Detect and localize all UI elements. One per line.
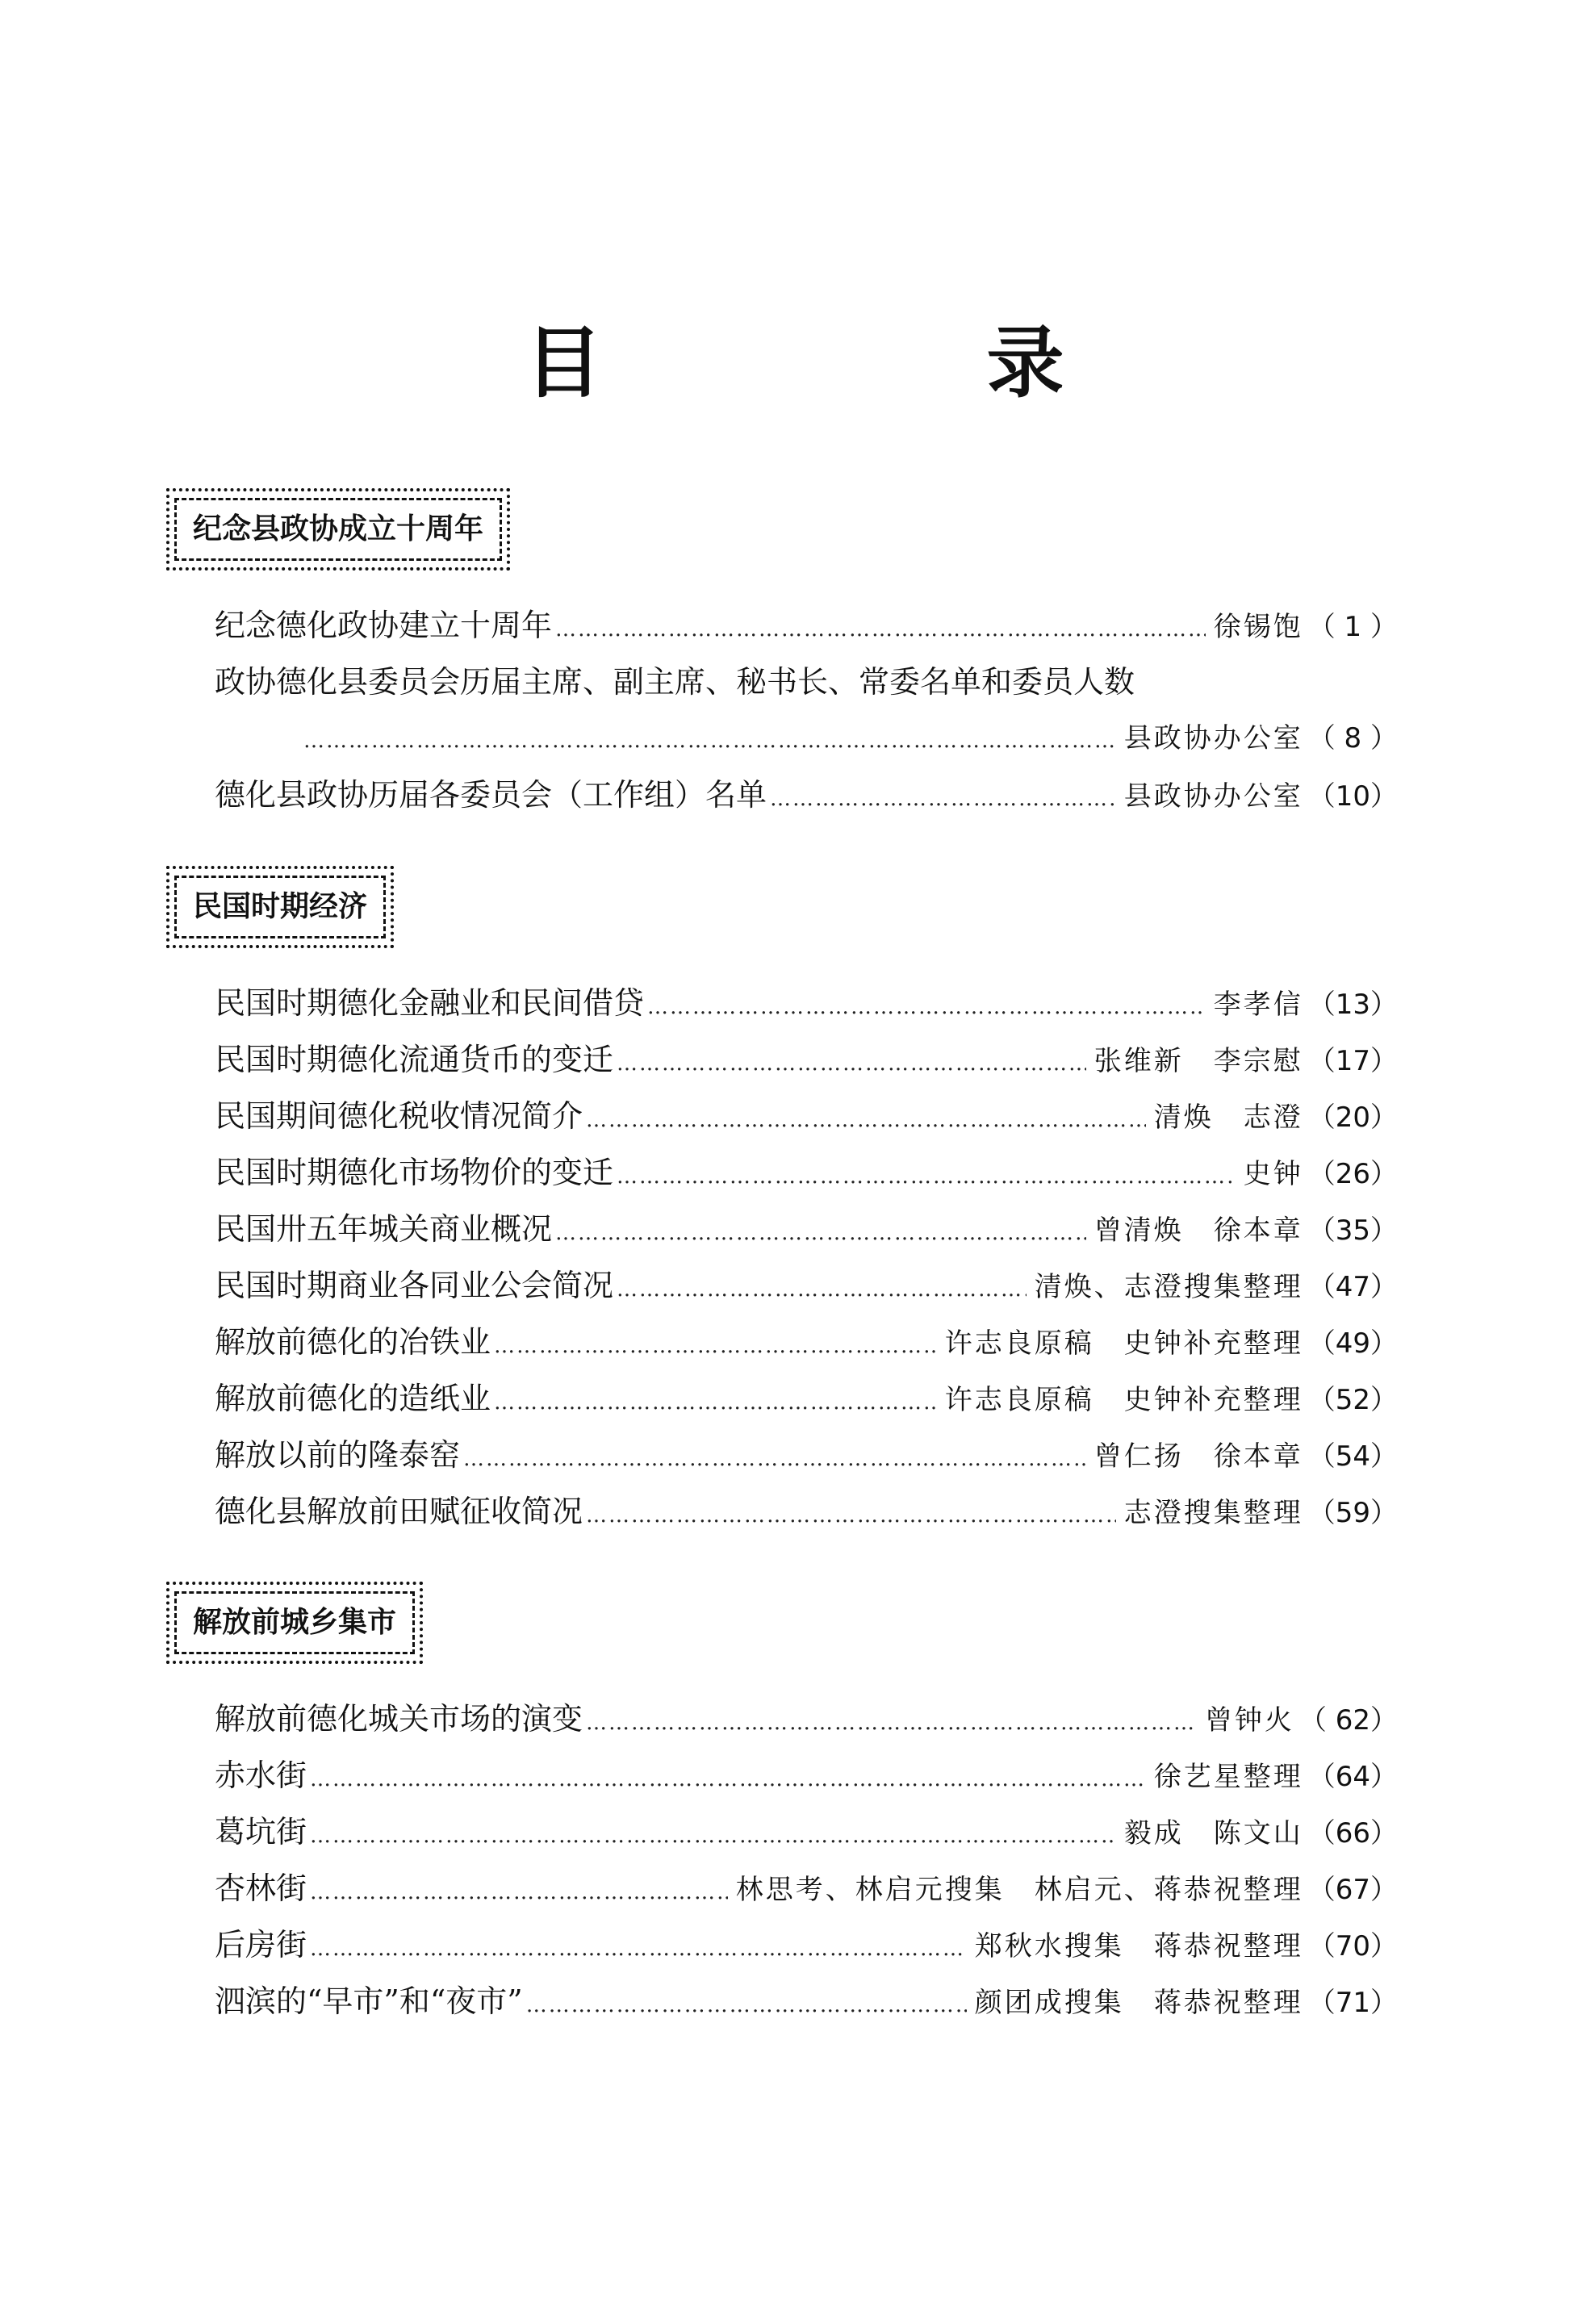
dot-leader — [310, 1812, 1116, 1860]
toc-entry[interactable] — [215, 1977, 1398, 2025]
entry-page: （52） — [1307, 1384, 1398, 1416]
entry-page: （66） — [1307, 1817, 1398, 1850]
entry-page: （ 8 ） — [1307, 722, 1398, 754]
entry-page: （10） — [1307, 780, 1398, 813]
dot-leader — [494, 1322, 937, 1370]
entry-page: （54） — [1307, 1440, 1398, 1473]
dot-leader — [555, 1209, 1086, 1257]
entry-title: 解放前德化的造纸业 — [215, 1381, 491, 1416]
entry-page: （20） — [1307, 1101, 1398, 1134]
entry-page: （59） — [1307, 1497, 1398, 1529]
entry-page: （47） — [1307, 1271, 1398, 1303]
dot-leader — [494, 1378, 937, 1427]
toc-entry[interactable] — [215, 1751, 1398, 1799]
entry-page: （13） — [1307, 989, 1398, 1021]
dot-leader — [617, 1265, 1027, 1314]
dot-leader — [617, 1039, 1086, 1088]
toc-entry[interactable] — [215, 1431, 1398, 1479]
dot-leader — [617, 1152, 1236, 1201]
entry-author: 毅成 陈文山 — [1123, 1817, 1303, 1850]
toc-entry[interactable] — [215, 1205, 1398, 1253]
entry-author: 曾仁扬 徐本章 — [1093, 1440, 1303, 1473]
entry-title: 杏林街 — [215, 1870, 307, 1906]
entry-title: 民国时期德化金融业和民间借贷 — [215, 985, 645, 1021]
entry-page: （67） — [1307, 1874, 1398, 1906]
entry-title: 民国期间德化税收情况简介 — [215, 1098, 583, 1134]
toc-entry[interactable] — [215, 1487, 1398, 1536]
entry-page: （70） — [1307, 1930, 1398, 1962]
dot-leader — [310, 1755, 1146, 1804]
toc-entry[interactable] — [215, 1695, 1398, 1743]
entry-author: 曾钟火 — [1204, 1704, 1294, 1737]
entry-author: 郑秋水搜集 蒋恭祝整理 — [974, 1930, 1303, 1962]
dot-leader — [586, 1699, 1197, 1747]
entry-page: （35） — [1307, 1214, 1398, 1247]
section-label-2 — [166, 866, 394, 948]
entry-author: 颜团成搜集 蒋恭祝整理 — [974, 1987, 1303, 2019]
entry-author: 张维新 李宗慰 — [1093, 1045, 1303, 1077]
entry-page: （49） — [1307, 1327, 1398, 1360]
entry-author: 李孝信 — [1213, 989, 1303, 1021]
section-label-3 — [166, 1582, 423, 1664]
entry-title: 民国时期德化市场物价的变迁 — [215, 1155, 614, 1190]
toc-entry[interactable] — [215, 1864, 1398, 1912]
entry-title: 泗滨的“早市”和“夜市” — [215, 1983, 523, 2019]
entry-title: 解放以前的隆泰窑 — [215, 1437, 461, 1473]
entry-author: 徐锡饱 — [1213, 611, 1303, 643]
toc-entry[interactable] — [215, 1261, 1398, 1310]
section-label-text: 解放前城乡集市 — [174, 1591, 415, 1654]
dot-leader — [586, 1491, 1116, 1540]
entry-title: 纪念德化政协建立十周年 — [215, 608, 553, 643]
page-title: 目 录 — [525, 317, 1218, 408]
entry-title: 解放前德化的冶铁业 — [215, 1324, 491, 1360]
entry-page: （26） — [1307, 1158, 1398, 1190]
dot-leader — [647, 983, 1206, 1031]
entry-author: 林思考、林启元搜集 林启元、蒋恭祝整理 — [735, 1874, 1303, 1906]
dot-leader — [586, 1096, 1146, 1144]
entry-author: 徐艺星整理 — [1153, 1761, 1303, 1793]
dot-leader — [310, 1868, 728, 1916]
entry-title: 民国时期商业各同业公会简况 — [215, 1268, 614, 1303]
entry-title: 德化县政协历届各委员会（工作组）名单 — [215, 777, 767, 813]
toc-entry[interactable] — [215, 771, 1398, 819]
toc-entry[interactable] — [215, 1148, 1398, 1197]
section-label-text: 纪念县政协成立十周年 — [174, 498, 502, 561]
toc-entry[interactable] — [215, 1374, 1398, 1423]
entry-author: 曾清焕 徐本章 — [1093, 1214, 1303, 1247]
dot-leader — [526, 1981, 967, 2029]
entry-title: 德化县解放前田赋征收简况 — [215, 1494, 583, 1529]
toc-entry[interactable] — [215, 1092, 1398, 1140]
toc-entry[interactable] — [300, 714, 1398, 763]
entry-title: 赤水街 — [215, 1758, 307, 1793]
entry-author: 清焕 志澄 — [1153, 1101, 1303, 1134]
entry-author: 史钟 — [1243, 1158, 1303, 1190]
section-label-text: 民国时期经济 — [174, 876, 386, 938]
toc-entry[interactable] — [215, 1035, 1398, 1084]
entry-author: 县政协办公室 — [1123, 722, 1303, 754]
toc-entry[interactable] — [215, 979, 1398, 1027]
entry-author: 许志良原稿 史钟补充整理 — [944, 1384, 1303, 1416]
entry-title: 解放前德化城关市场的演变 — [215, 1701, 583, 1737]
entry-title: 葛坑街 — [215, 1814, 307, 1850]
toc-entry[interactable] — [215, 1921, 1398, 1969]
dot-leader — [770, 775, 1116, 823]
toc-entry[interactable] — [215, 1318, 1398, 1366]
toc-entry[interactable] — [215, 601, 1398, 650]
entry-page: （ 1 ） — [1307, 611, 1398, 643]
entry-title: 民国时期德化流通货币的变迁 — [215, 1042, 614, 1077]
entry-page: （ 62） — [1298, 1704, 1398, 1737]
dot-leader — [310, 1925, 967, 1973]
toc-entry[interactable] — [215, 1808, 1398, 1856]
entry-author: 志澄搜集整理 — [1123, 1497, 1303, 1529]
entry-title: 后房街 — [215, 1927, 307, 1962]
dot-leader — [463, 1435, 1086, 1483]
entry-page: （71） — [1307, 1987, 1398, 2019]
entry-page: （17） — [1307, 1045, 1398, 1077]
entry-author: 县政协办公室 — [1123, 780, 1303, 813]
entry-page: （64） — [1307, 1761, 1398, 1793]
entry-title: 民国卅五年城关商业概况 — [215, 1211, 553, 1247]
entry-author: 清焕、志澄搜集整理 — [1034, 1271, 1303, 1303]
entry-author: 许志良原稿 史钟补充整理 — [944, 1327, 1303, 1360]
section-label-1 — [166, 488, 510, 571]
dot-leader — [555, 605, 1206, 654]
dot-leader — [303, 717, 1116, 765]
entry-title-line1[interactable]: 政协德化县委员会历届主席、副主席、秘书长、常委名单和委员人数 — [215, 664, 1135, 700]
